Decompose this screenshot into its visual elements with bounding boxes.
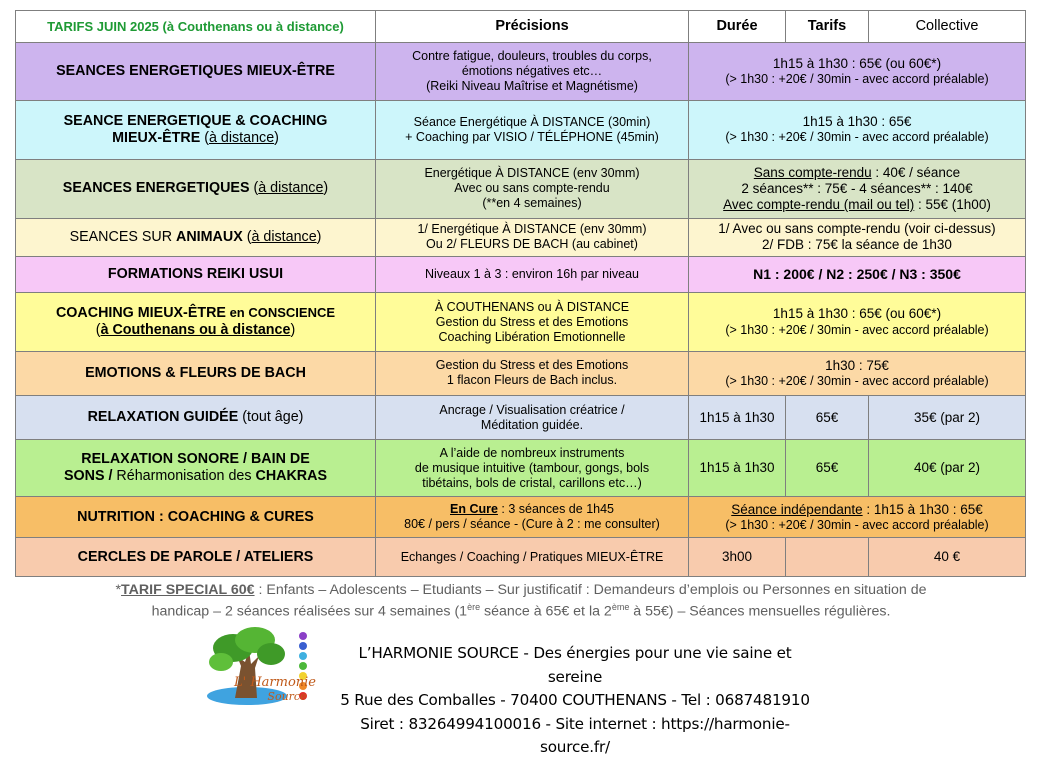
service-name [16,293,376,351]
service-precisions [376,256,689,293]
precision-line: Niveaux 1 à 3 : environ 16h par niveau [424,267,640,282]
service-name-part: ANIMAUX [176,228,243,245]
service-name-part: ) [323,180,329,197]
service-price [689,42,1026,100]
row-formations-reiki [16,256,1026,293]
precision-line: Avec ou sans compte-rendu [454,181,610,196]
service-name-line1 [19,305,372,322]
service-duree: 1h15 à 1h30 [689,396,786,440]
service-name [16,100,376,159]
precision-line: Ancrage / Visualisation créatrice / [439,402,625,417]
footnote-line1 [26,580,1016,601]
service-collective: 40€ (par 2) [869,440,1026,497]
precision-line: + Coaching par VISIO / TÉLÉPHONE (45min) [405,129,659,144]
harmonie-source-logo [205,626,323,708]
row-cercles-parole [16,538,1026,577]
service-name-part: ( [242,228,252,245]
footnote-text: : Enfants – Adolescents – Etudiants – Sur justificatif : Demandeurs d’emplois ou Personnes en situation de [254,582,927,598]
footnote-sup: ème [611,602,630,613]
service-name: FORMATIONS REIKI USUI [16,256,376,293]
service-collective: 35€ (par 2) [869,396,1026,440]
tarif-special-footnote [26,580,1016,623]
precision-line: A l’aide de nombreux instruments [439,445,625,460]
service-name-part: ) [290,322,296,338]
precision-line: À COUTHENANS ou À DISTANCE [434,299,630,314]
price-line: 2 séances** : 75€ - 4 séances** : 140€ [741,180,973,196]
precision-line: Gestion du Stress et des Emotions [435,314,629,329]
service-precisions [376,293,689,351]
price-line: 2/ FDB : 75€ la séance de 1h30 [762,237,952,253]
service-name-part: ( [249,180,259,197]
price-main: 1h15 à 1h30 : 65€ (ou 60€*) [772,55,942,71]
precision-line: de musique intuitive (tambour, gongs, bols [414,460,650,475]
precision-line: Gestion du Stress et des Emotions [435,358,629,373]
logo-text-source: Source [267,690,307,703]
header-duree: Durée [689,11,786,43]
service-price [689,100,1026,159]
service-name-part: SEANCES ENERGETIQUES [62,180,250,197]
row-seances-energetiques [16,42,1026,100]
service-name: NUTRITION : COACHING & CURES [16,497,376,538]
precision-line [379,502,685,517]
precision-line: émotions négatives etc… [461,63,603,78]
row-emotions-fleurs [16,351,1026,396]
row-seance-coaching-distance [16,100,1026,159]
service-precisions [376,351,689,396]
service-name-part: MIEUX-ÊTRE [112,129,201,146]
logo-foliage [257,643,285,665]
footnote-text: à 55€) – Séances mensuelles régulières. [629,604,891,621]
tarifs-table [15,10,1026,577]
service-name-part: Réharmonisation des [116,468,256,485]
precision-line: Ou 2/ FLEURS DE BACH (au cabinet) [426,237,638,252]
logo-chakra [299,632,307,640]
service-name-line1: SEANCE ENERGETIQUE & COACHING [63,112,328,129]
company-tagline: L’HARMONIE SOURCE - Des énergies pour une vie saine et sereine [358,644,792,686]
logo-text-harmonie: L' Harmonie [233,675,317,690]
service-name-part: ( [200,129,209,146]
row-relaxation-guidee [16,396,1026,440]
header-tarifs: Tarifs [786,11,869,43]
service-name-part: COACHING MIEUX-ÊTRE [55,304,226,321]
price-underlined: Avec compte-rendu (mail ou tel) [723,197,915,213]
row-coaching-conscience [16,293,1026,351]
service-precisions [376,538,689,577]
company-siret-website: Siret : 83264994100016 - Site internet : https://harmonie-source.fr/ [360,714,790,757]
precision-line: 1 flacon Fleurs de Bach inclus. [446,373,618,388]
service-price [689,497,1026,538]
service-name-part: RELAXATION GUIDÉE [87,409,239,426]
service-price [689,219,1026,257]
service-name-part: en CONSCIENCE [225,304,336,320]
service-name-part: CHAKRAS [255,468,327,485]
precision-line: Coaching Libération Emotionnelle [438,329,626,344]
price-underlined: Séance indépendante [731,501,863,517]
logo-chakra [299,642,307,650]
price-line [692,197,1022,213]
precision-line: Energétique À DISTANCE (env 30mm) [424,166,640,181]
header-precisions: Précisions [376,11,689,43]
price-part: : 55€ (1h00) [914,197,991,213]
service-tarif: 65€ [786,396,869,440]
price-main: N1 : 200€ / N2 : 250€ / N3 : 350€ [753,266,961,283]
precision-line: tibétains, bols de cristal, carillons etc…) [422,475,642,490]
company-info [330,642,820,760]
precision-part: : 3 séances de 1h45 [497,502,614,517]
service-name-line1: RELAXATION SONORE / BAIN DE [81,451,310,468]
precision-line: Séance Energétique À DISTANCE (30min) [413,114,651,129]
service-price [689,159,1026,218]
service-precisions [376,219,689,257]
service-price [689,293,1026,351]
service-name-underlined: à Couthenans ou à distance [100,322,291,338]
price-sub: (> 1h30 : +20€ / 30min - avec accord préalable) [725,322,989,337]
service-name [16,159,376,218]
logo-chakra [299,662,307,670]
table-title: TARIFS JUIN 2025 (à Couthenans ou à distance) [16,11,376,43]
service-name-underlined: à distance [258,180,324,197]
logo-chakra [299,652,307,660]
footnote-text: séance à 65€ et la 2 [480,604,612,621]
price-line [692,165,1022,181]
row-relaxation-sonore [16,440,1026,497]
price-line: 1/ Avec ou sans compte-rendu (voir ci-dessus) [718,221,996,237]
service-name: EMOTIONS & FLEURS DE BACH [16,351,376,396]
row-nutrition [16,497,1026,538]
precision-line: Contre fatigue, douleurs, troubles du corps, [412,48,652,63]
header-collective: Collective [869,11,1026,43]
price-part: : 40€ / séance [871,164,961,180]
service-name-part: SEANCES SUR [69,228,177,245]
service-precisions [376,396,689,440]
precision-line: Méditation guidée. [480,417,584,432]
service-name-line2 [19,322,372,339]
footnote-label: TARIF SPECIAL 60€ [121,582,255,598]
service-name-line2 [19,130,372,147]
price-main: 1h15 à 1h30 : 65€ [802,114,912,130]
service-name [16,42,376,100]
header-row [16,11,1026,43]
service-duree: 1h15 à 1h30 [689,440,786,497]
service-precisions [376,159,689,218]
service-precisions [376,440,689,497]
service-name-underlined: à distance [251,228,317,245]
footnote-sup: ère [467,602,481,613]
service-name-part: ( [95,322,101,338]
price-sub: (> 1h30 : +20€ / 30min - avec accord préalable) [725,130,989,145]
precision-line: 80€ / pers / séance - (Cure à 2 : me consulter) [404,517,660,532]
service-precisions [376,100,689,159]
service-name-underlined: à distance [208,129,275,146]
service-price [689,256,1026,293]
price-sub: (> 1h30 : +20€ / 30min - avec accord préalable) [725,71,989,86]
service-name-line2 [19,468,372,485]
service-name-part: ) [316,228,322,245]
footnote-prefix: * [115,582,122,598]
service-precisions [376,497,689,538]
service-name [16,396,376,440]
price-sub: (> 1h30 : +20€ / 30min - avec accord préalable) [725,374,989,389]
footnote-line2 [26,601,1016,623]
service-tarif [786,538,869,577]
price-main: 1h30 : 75€ [825,357,889,373]
price-underlined: Sans compte-rendu [753,164,872,180]
footnote-text: handicap – 2 séances réalisées sur 4 semaines (1 [151,604,468,621]
company-address: 5 Rue des Comballes - 70400 COUTHENANS - Tel : 0687481910 [340,691,810,710]
service-price [689,351,1026,396]
row-seances-distance [16,159,1026,218]
row-seances-animaux [16,219,1026,257]
service-collective: 40 € [869,538,1026,577]
precision-line: 1/ Energétique À DISTANCE (env 30mm) [417,222,647,237]
precision-underlined: En Cure [450,502,498,517]
service-name: CERCLES DE PAROLE / ATELIERS [16,538,376,577]
service-name [16,440,376,497]
precision-line: (Reiki Niveau Maîtrise et Magnétisme) [426,78,638,93]
precision-line: Echanges / Coaching / Pratiques MIEUX-ÊTRE [400,549,664,564]
service-name-part: (tout âge) [238,409,304,426]
service-tarif: 65€ [786,440,869,497]
service-name [16,219,376,257]
service-name-part: ) [274,129,279,146]
precision-line: (**en 4 semaines) [482,196,582,211]
price-line [692,502,1022,518]
service-precisions [376,42,689,100]
service-duree: 3h00 [689,538,786,577]
price-part: : 1h15 à 1h30 : 65€ [862,501,983,517]
service-name-text: SEANCES ENERGETIQUES MIEUX-ÊTRE [56,62,335,79]
service-name-part: SONS / [63,468,117,485]
price-sub: (> 1h30 : +20€ / 30min - avec accord préalable) [725,517,989,532]
logo-foliage [209,653,233,671]
price-main: 1h15 à 1h30 : 65€ (ou 60€*) [772,306,942,322]
